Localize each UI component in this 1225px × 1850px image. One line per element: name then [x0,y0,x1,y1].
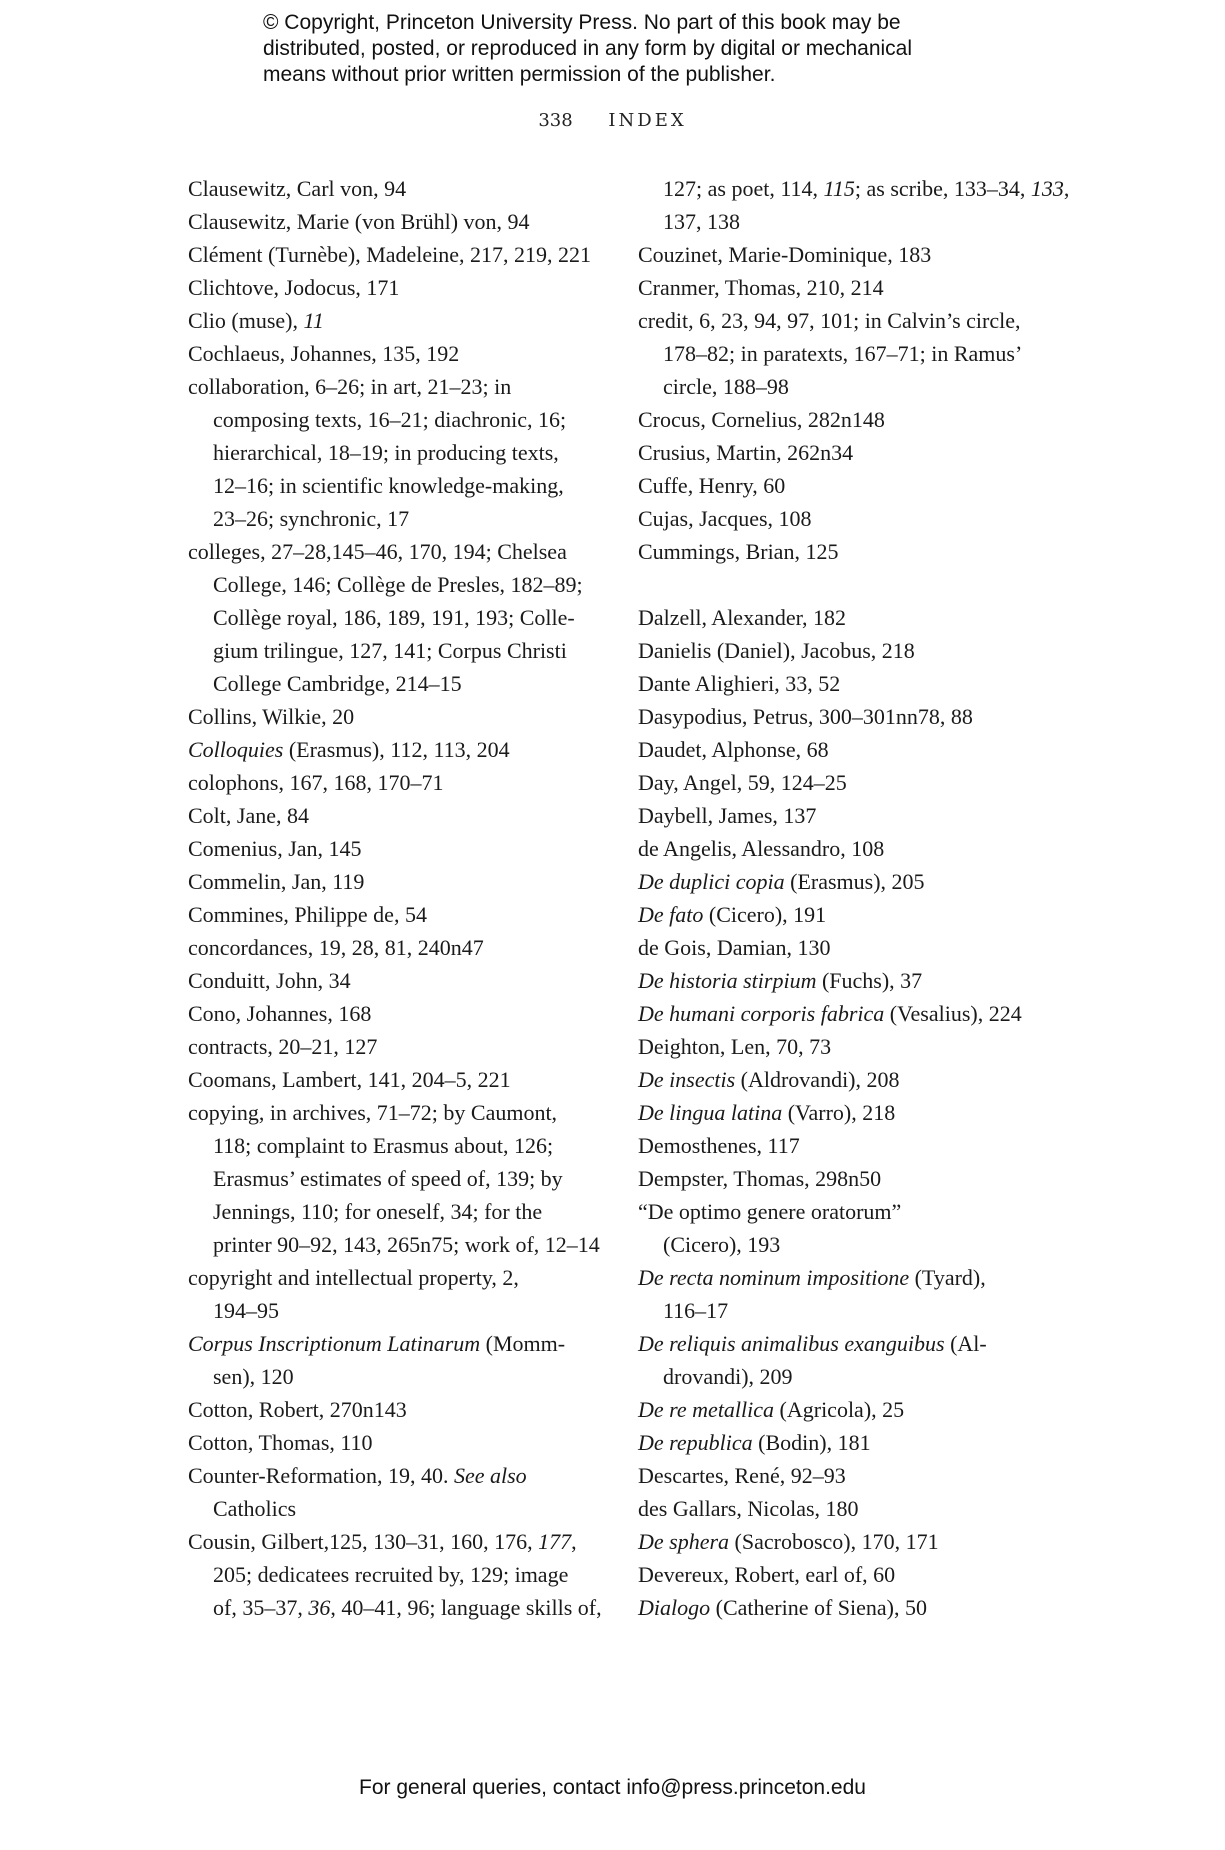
index-entry-italic: 11 [303,308,324,333]
index-entry [638,1393,1058,1426]
section-gap [638,568,1058,601]
index-entry-text: Daybell, James, 137 [638,803,817,828]
index-entry [638,667,1058,700]
index-entry-text: Clausewitz, Carl von, 94 [188,176,407,201]
index-entry-text: Descartes, René, 92–93 [638,1463,846,1488]
index-entry [638,1591,1058,1624]
index-entry [638,238,1058,271]
index-entry [638,403,1058,436]
index-entry [188,1096,608,1129]
index-entry-text: concordances, 19, 28, 81, 240n47 [188,935,484,960]
index-entry-text: Cranmer, Thomas, 210, 214 [638,275,884,300]
index-entry [638,1426,1058,1459]
index-entry [188,1261,608,1294]
index-entry-continuation [188,1492,608,1525]
index-column-right [638,172,1070,1624]
index-entry-text: colophons, 167, 168, 170–71 [188,770,444,795]
index-entry-italic: Dialogo [638,1595,711,1620]
index-entry-continuation [188,502,608,535]
running-head [0,110,1225,131]
index-entry-continuation [638,1294,1058,1327]
index-entry-italic: De recta nominum impositione [638,1265,910,1290]
index-entry [638,832,1058,865]
index-entry-italic: De lingua latina [638,1100,783,1125]
index-entry-text: (Aldrovandi), 208 [735,1067,900,1092]
index-entry-text: 23–26; synchronic, 17 [213,506,410,531]
index-entry [188,205,608,238]
index-entry-text: Comenius, Jan, 145 [188,836,362,861]
index-entry-italic: De duplici copia [638,869,785,894]
index-entry-text: of, 35–37, [213,1595,309,1620]
index-entry [638,997,1058,1030]
index-entry-text: Deighton, Len, 70, 73 [638,1034,832,1059]
index-entry [638,1492,1058,1525]
index-entry-text: , 40–41, 96; language skills of, [330,1595,602,1620]
index-entry-text: drovandi), 209 [663,1364,793,1389]
index-entry-text: Commelin, Jan, 119 [188,869,365,894]
index-entry-continuation [188,1228,608,1261]
index-entry-continuation [638,337,1058,370]
index-entry [638,1327,1058,1360]
index-entry [638,1096,1058,1129]
index-entry-text: Dante Alighieri, 33, 52 [638,671,841,696]
index-entry-text: copyright and intellectual property, 2, [188,1265,519,1290]
index-entry-text: Cotton, Robert, 270n143 [188,1397,407,1422]
index-entry-text: composing texts, 16–21; diachronic, 16; [213,407,567,432]
index-entry-text: (Cicero), 193 [663,1232,781,1257]
index-entry [638,502,1058,535]
index-entry-text: Commines, Philippe de, 54 [188,902,427,927]
index-entry-text: 205; dedicatees recruited by, 129; image [213,1562,569,1587]
index-entry-text: 118; complaint to Erasmus about, 126; [213,1133,554,1158]
index-entry-text: Daudet, Alphonse, 68 [638,737,829,762]
index-entry-text: Dempster, Thomas, 298n50 [638,1166,882,1191]
index-entry-italic: De fato [638,902,704,927]
index-entry-text: , [571,1529,577,1554]
index-entry-italic: See also [453,1463,527,1488]
index-entry-text: de Gois, Damian, 130 [638,935,831,960]
index-entry-text: Conduitt, John, 34 [188,968,351,993]
index-entry-text: (Sacrobosco), 170, 171 [729,1529,939,1554]
index-entry-text: (Fuchs), 37 [816,968,923,993]
index-entry-text: 116–17 [663,1298,729,1323]
index-entry-italic: 133 [1030,176,1064,201]
index-entry-continuation [188,436,608,469]
index-entry-italic: De sphera [638,1529,730,1554]
index-entry-continuation [188,1195,608,1228]
index-entry-text: Cono, Johannes, 168 [188,1001,372,1026]
index-entry-text: (Momm- [480,1331,566,1356]
index-entry-italic: Colloquies [188,737,284,762]
index-entry [188,931,608,964]
index-entry-continuation [188,1360,608,1393]
index-entry-text: Cummings, Brian, 125 [638,539,839,564]
index-entry-text: (Cicero), 191 [703,902,827,927]
index-entry-text: College Cambridge, 214–15 [213,671,462,696]
index-entry-text: 194–95 [213,1298,279,1323]
index-entry-text: Clio (muse), [188,308,304,333]
index-entry [638,436,1058,469]
index-entry-italic: Corpus Inscriptionum Latinarum [188,1331,481,1356]
index-entry [638,733,1058,766]
index-entry [188,832,608,865]
copyright-line: distributed, posted, or reproduced in any form by digital or mechanical [263,37,913,60]
index-entry [188,238,608,271]
index-entry [188,1030,608,1063]
index-entry-text: Cuffe, Henry, 60 [638,473,786,498]
index-entry-text: sen), 120 [213,1364,294,1389]
index-entry [638,1129,1058,1162]
index-entry-continuation [188,1162,608,1195]
index-entry [638,1063,1058,1096]
index-entry [188,964,608,997]
index-entry-italic: De humani corporis fabrica [638,1001,885,1026]
index-entry-text: Crocus, Cornelius, 282n148 [638,407,885,432]
index-entry [638,931,1058,964]
index-entry-text: Counter-Reformation, 19, 40. [188,1463,454,1488]
index-entry-text: Clausewitz, Marie (von Brühl) von, 94 [188,209,530,234]
index-entry-italic: De historia stirpium [638,968,817,993]
index-entry-text: Cotton, Thomas, 110 [188,1430,373,1455]
index-entry [638,700,1058,733]
index-entry-text: (Tyard), [909,1265,986,1290]
index-entry-continuation [188,634,608,667]
index-entry [638,865,1058,898]
index-entry-text: gium trilingue, 127, 141; Corpus Christi [213,638,567,663]
running-head-title: INDEX [608,110,687,131]
copyright-line: means without prior written permission of the publisher. [263,63,776,86]
index-entry-text: Collège royal, 186, 189, 191, 193; Colle- [213,605,575,630]
index-entry-text: colleges, 27–28,145–46, 170, 194; Chelsea [188,539,567,564]
index-entry-text: Cujas, Jacques, 108 [638,506,812,531]
index-entry-text: , [1063,176,1070,201]
index-entry-text: ; as scribe, 133–34, [854,176,1031,201]
index-entry [188,733,608,766]
index-entry-text: Colt, Jane, 84 [188,803,309,828]
index-entry-text: des Gallars, Nicolas, 180 [638,1496,859,1521]
index-entry-text: credit, 6, 23, 94, 97, 101; in Calvin’s circle, [638,308,1021,333]
index-entry-text: (Erasmus), 112, 113, 204 [283,737,510,762]
index-entry-continuation [638,370,1058,403]
index-entry [638,1459,1058,1492]
index-entry-text: 178–82; in paratexts, 167–71; in Ramus’ [663,341,1023,366]
index-entry-italic: De insectis [638,1067,736,1092]
index-entry-text: (Varro), 218 [782,1100,896,1125]
index-entry-text: (Erasmus), 205 [784,869,925,894]
index-entry-text: Dasypodius, Petrus, 300–301nn78, 88 [638,704,973,729]
index-entry-text: Devereux, Robert, earl of, 60 [638,1562,896,1587]
index-entry-continuation [188,469,608,502]
index-entry-text: “De optimo genere oratorum” [638,1199,902,1224]
index-entry-text: College, 146; Collège de Presles, 182–89; [213,572,583,597]
page-number: 338 [538,110,573,131]
index-entry-continuation [638,172,1070,205]
index-entry-italic: 115 [823,176,855,201]
index-entry [638,1162,1058,1195]
index-entry-text: Clichtove, Jodocus, 171 [188,275,400,300]
index-entry [188,535,608,568]
index-entry [188,766,608,799]
index-entry [188,271,608,304]
index-entry [638,1525,1058,1558]
index-entry-continuation [188,1294,608,1327]
index-entry-text: (Agricola), 25 [774,1397,905,1422]
index-entry [188,799,608,832]
index-entry [188,304,608,337]
index-entry-text: circle, 188–98 [663,374,789,399]
index-entry [638,535,1058,568]
index-entry [638,1558,1058,1591]
index-entry [638,634,1058,667]
index-entry-text: (Catherine of Siena), 50 [710,1595,927,1620]
index-entry-italic: De reliquis animalibus exanguibus [638,1331,945,1356]
index-entry-text: copying, in archives, 71–72; by Caumont, [188,1100,558,1125]
index-entry-text: Day, Angel, 59, 124–25 [638,770,847,795]
index-entry-text: Dalzell, Alexander, 182 [638,605,847,630]
index-entry-text: Cochlaeus, Johannes, 135, 192 [188,341,460,366]
index-entry-continuation [638,1228,1058,1261]
index-entry [188,1327,608,1360]
index-entry [188,1525,608,1558]
index-entry [188,337,608,370]
copyright-line: © Copyright, Princeton University Press. No part of this book may be [263,11,901,34]
index-entry-text: (Al- [944,1331,987,1356]
index-entry-text: Demosthenes, 117 [638,1133,800,1158]
index-entry-text: (Vesalius), 224 [884,1001,1022,1026]
index-entry [188,898,608,931]
index-entry-text: Clément (Turnèbe), Madeleine, 217, 219, 221 [188,242,592,267]
index-entry [188,700,608,733]
index-entry-text: Cousin, Gilbert,125, 130–31, 160, 176, [188,1529,539,1554]
index-entry-text: printer 90–92, 143, 265n75; work of, 12–14 [213,1232,600,1257]
index-entry [638,469,1058,502]
index-entry [638,1261,1058,1294]
index-entry-text: de Angelis, Alessandro, 108 [638,836,885,861]
index-entry-continuation [188,403,608,436]
index-entry-text: (Bodin), 181 [752,1430,871,1455]
index-entry [638,964,1058,997]
index-entry-continuation [188,1129,608,1162]
index-entry-continuation [188,568,608,601]
index-entry-italic: De re metallica [638,1397,775,1422]
index-entry-continuation [638,1360,1058,1393]
index-entry-text: Erasmus’ estimates of speed of, 139; by [213,1166,563,1191]
index-entry [638,601,1058,634]
index-entry [638,1030,1058,1063]
index-entry [638,271,1058,304]
index-entry-continuation [188,1558,608,1591]
index-entry [638,766,1058,799]
index-column-left [188,172,608,1624]
index-entry [188,1393,608,1426]
index-entry [188,1426,608,1459]
index-entry [188,1063,608,1096]
copyright-notice [263,10,1063,88]
index-entry-text: collaboration, 6–26; in art, 21–23; in [188,374,512,399]
index-entry-text: Crusius, Martin, 262n34 [638,440,854,465]
index-entry-text: Jennings, 110; for oneself, 34; for the [213,1199,543,1224]
index-entry-continuation [188,667,608,700]
index-entry-text: contracts, 20–21, 127 [188,1034,378,1059]
index-entry [188,1459,608,1492]
index-entry-text: Couzinet, Marie-Dominique, 183 [638,242,932,267]
index-entry [638,898,1058,931]
index-entry-continuation [188,601,608,634]
index-entry [638,304,1058,337]
index-entry [188,370,608,403]
index-entry [188,997,608,1030]
index-entry [638,1195,1058,1228]
index-entry-text: Catholics [213,1496,297,1521]
index-entry-text: 137, 138 [663,209,740,234]
index-entry-continuation [638,205,1058,238]
index-entry-italic: 36 [308,1595,331,1620]
index-entry-italic: 177 [538,1529,572,1554]
index-entry-continuation [188,1591,608,1624]
index-entry [188,172,608,205]
index-entry [188,865,608,898]
index-entry [638,799,1058,832]
index-entry-text: Coomans, Lambert, 141, 204–5, 221 [188,1067,511,1092]
index-entry-text: 12–16; in scientific knowledge-making, [213,473,564,498]
index-entry-text: 127; as poet, 114, [663,176,824,201]
footer-contact: For general queries, contact info@press.princeton.edu [359,1776,866,1799]
index-entry-text: Danielis (Daniel), Jacobus, 218 [638,638,915,663]
index-entry-text: hierarchical, 18–19; in producing texts, [213,440,559,465]
index-entry-italic: De republica [638,1430,753,1455]
index-entry-text: Collins, Wilkie, 20 [188,704,355,729]
